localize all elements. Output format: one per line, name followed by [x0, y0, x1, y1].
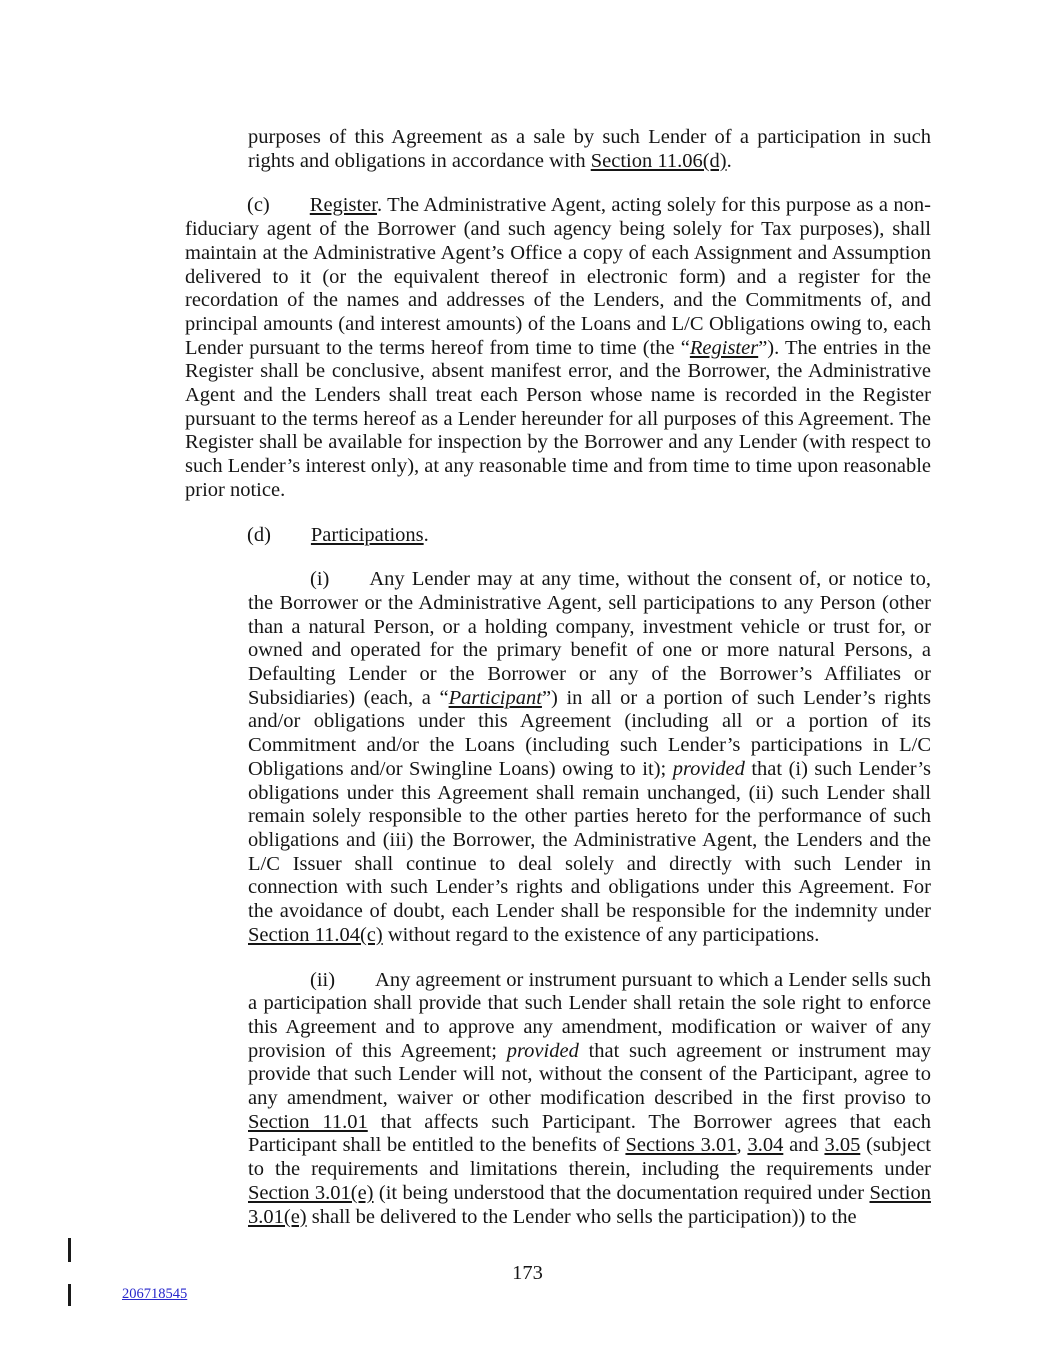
- section-ref-3-01-e: Section 3.01(e): [248, 1181, 931, 1228]
- revision-change-bar: [68, 1238, 71, 1262]
- section-ref-3-01-e: Section 3.01(e): [248, 1181, 374, 1204]
- body-text: (i): [310, 568, 330, 591]
- paragraph-d-participations-heading: [185, 524, 931, 548]
- paragraph-d-i: [248, 568, 931, 947]
- body-text: and: [783, 1134, 825, 1157]
- section-ref-11-04-c: Section 11.04(c): [248, 923, 383, 946]
- body-text: ,: [736, 1134, 748, 1157]
- body-text: that (i) such Lender’s obligations under this Agreement shall remain unchanged, (ii) such Lender shall remain solely responsible to the other parties hereto for the performance of such obligations and (iii) the Borrower, the Administrative Agent, the Lenders and the L/C Issuer shall continue to deal solely and directly with such Lender in connection with such Lender’s rights and obligations under this Agreement. For the avoidance of doubt, each Lender shall be responsible for the indemnity under: [248, 757, 931, 923]
- body-text: .: [423, 523, 429, 546]
- section-ref-11-06-d: Section 11.06(d): [590, 149, 727, 172]
- body-text: (ii): [310, 968, 336, 991]
- section-ref-3-04: 3.04: [747, 1134, 784, 1157]
- defined-term-register: Register: [689, 336, 759, 359]
- document-number-link[interactable]: 206718545: [122, 1286, 188, 1302]
- paragraph-continuation: [248, 126, 931, 173]
- heading-register: Register: [309, 194, 377, 217]
- defined-term-participant: Participant: [448, 686, 542, 709]
- paragraph-c-register: [185, 194, 931, 502]
- body-text: without regard to the existence of any participations.: [382, 923, 820, 946]
- body-text: that affects such Participant. The Borrower agrees that each Participant shall be entitled to the benefits of: [248, 1110, 931, 1157]
- section-ref-11-01: Section 11.01: [248, 1110, 368, 1133]
- body-text: that such agreement or instrument may provide that such Lender will not, without the consent of the Participant, agree to any amendment, waiver or other modification described in the first proviso to: [248, 1039, 931, 1110]
- body-text: (d): [247, 523, 271, 546]
- revision-change-bar: [68, 1284, 71, 1306]
- heading-participations: Participations: [310, 523, 424, 546]
- page-number: 173: [512, 1262, 543, 1284]
- body-text: shall be delivered to the Lender who sells the participation)) to the: [306, 1205, 857, 1228]
- section-ref-3-05: 3.05: [824, 1134, 861, 1157]
- document-body: [185, 126, 931, 1229]
- body-text: Any Lender may at any time, without the consent of, or notice to, the Borrower or the Administrative Agent, sell participations to any Person (other than a natural Person, or a holding company, investment vehicle or trust for, or owned and operated for the primary benefit of one or more natural Persons, a Defaulting Lender or the Borrower or any of the Borrower’s Affiliates or Subsidiaries) (each, a “: [248, 568, 931, 709]
- body-text: . The Administrative Agent, acting solely for this purpose as a non-fiduciary agent of the Borrower (and such agency being solely for Tax purposes), shall maintain at the Administrative Agent’s Office a copy of each Assignment and Assumption delivered to it (or the equivalent thereof in electronic form) and a register for the recordation of the names and addresses of the Lenders, and the Commitments of, and principal amounts (and interest amounts) of the Loans and L/C Obligations owing to, each Lender pursuant to the terms hereof from time to time (the “: [185, 194, 931, 359]
- body-text: .: [726, 149, 732, 172]
- proviso-term: provided: [506, 1039, 579, 1062]
- body-text: (subject to the requirements and limitations therein, including the requirements under: [248, 1134, 931, 1181]
- body-text: ”) in all or a portion of such Lender’s rights and/or obligations under this Agreement (including all or a portion of its Commitment and/or the Loans (including such Lender’s participations in L/C Obligations and/or Swingline Loans) owing to it);: [248, 686, 931, 780]
- body-text: purposes of this Agreement as a sale by such Lender of a participation in such rights and obligations in accordance with: [248, 126, 931, 172]
- paragraph-d-ii: [248, 969, 931, 1230]
- section-ref-3-01: Sections 3.01: [625, 1134, 737, 1157]
- body-text: Any agreement or instrument pursuant to which a Lender sells such a participation shall provide that such Lender shall retain the sole right to enforce this Agreement and to approve any amendment, modification or waiver of any provision of this Agreement;: [248, 968, 931, 1062]
- proviso-term: provided: [672, 757, 745, 780]
- body-text: (it being understood that the documentation required under: [373, 1181, 870, 1204]
- body-text: (c): [247, 194, 270, 217]
- body-text: ”). The entries in the Register shall be conclusive, absent manifest error, and the Borrower, the Administrative Agent and the Lenders shall treat each Person whose name is recorded in the Register pursuant to the terms hereof as a Lender hereunder for all purposes of this Agreement. The Register shall be available for inspection by the Borrower and any Lender (with respect to such Lender’s interest only), at any reasonable time and from time to time upon reasonable prior notice.: [185, 336, 932, 501]
